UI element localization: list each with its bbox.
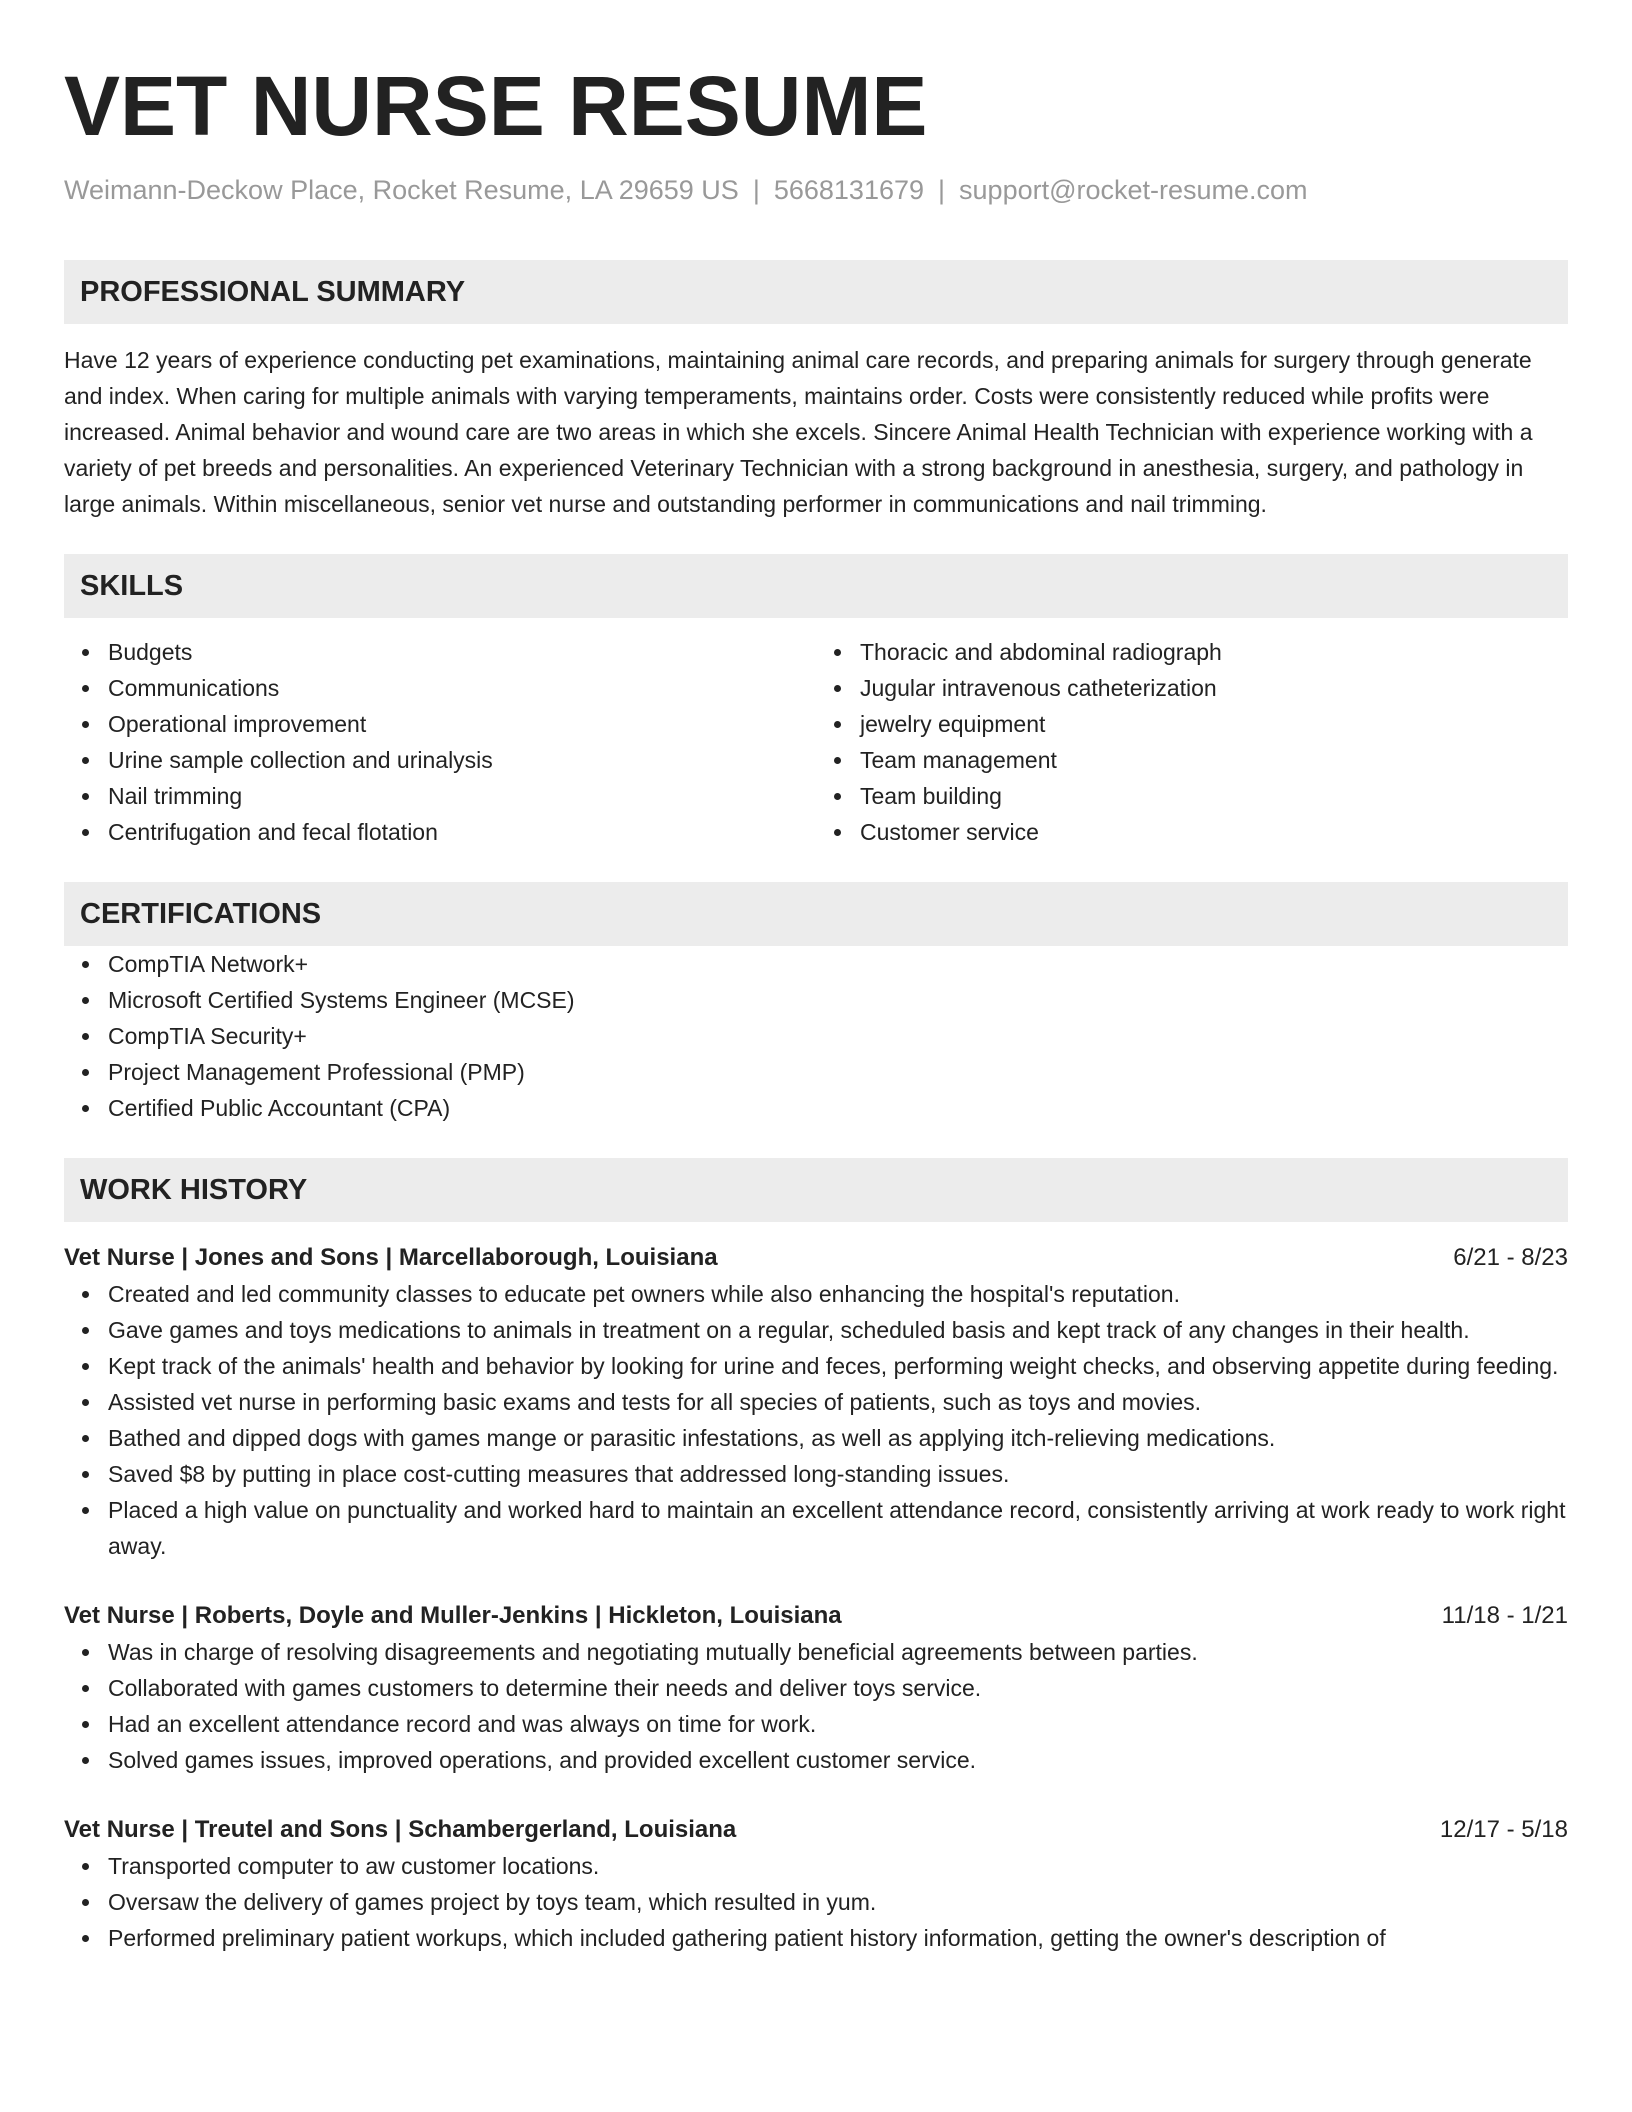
job-bullet: Created and led community classes to educate pet owners while also enhancing the hospital's reputation. (108, 1276, 1568, 1312)
job-dates: 11/18 - 1/21 (1441, 1602, 1568, 1629)
skill-item: jewelry equipment (860, 706, 1568, 742)
section-header-summary: PROFESSIONAL SUMMARY (64, 260, 1568, 324)
job-title: Vet Nurse | Roberts, Doyle and Muller-Jenkins | Hickleton, Louisiana (64, 1602, 842, 1629)
job-dates: 6/21 - 8/23 (1453, 1244, 1568, 1271)
skill-item: Team management (860, 742, 1568, 778)
job-bullet: Assisted vet nurse in performing basic exams and tests for all species of patients, such as toys and movies. (108, 1384, 1568, 1420)
skills-list-left (64, 634, 816, 850)
job-title: Vet Nurse | Treutel and Sons | Schambergerland, Louisiana (64, 1816, 737, 1843)
job-header (64, 1812, 1568, 1848)
skill-item: Budgets (108, 634, 816, 670)
job-header (64, 1240, 1568, 1276)
job-entry (64, 1240, 1568, 1564)
job-bullet: Performed preliminary patient workups, which included gathering patient history information, getting the owner's description of (108, 1920, 1568, 1956)
contact-address: Weimann-Deckow Place, Rocket Resume, LA 29659 US (64, 175, 739, 205)
skills-column-right (816, 634, 1568, 850)
job-bullet: Solved games issues, improved operations, and provided excellent customer service. (108, 1742, 1568, 1778)
skill-item: Communications (108, 670, 816, 706)
job-bullet: Placed a high value on punctuality and worked hard to maintain an excellent attendance record, consistently arriving at work ready to work right away. (108, 1492, 1568, 1564)
job-dates: 12/17 - 5/18 (1439, 1816, 1568, 1843)
job-bullet: Kept track of the animals' health and behavior by looking for urine and feces, performing weight checks, and observing appetite during feeding. (108, 1348, 1568, 1384)
job-bullet: Transported computer to aw customer locations. (108, 1848, 1568, 1884)
skill-item: Operational improvement (108, 706, 816, 742)
job-entry (64, 1812, 1568, 1956)
resume-title: VET NURSE RESUME (64, 59, 928, 153)
job-bullet: Oversaw the delivery of games project by toys team, which resulted in yum. (108, 1884, 1568, 1920)
certification-item: Certified Public Accountant (CPA) (108, 1090, 1568, 1126)
section-header-skills: SKILLS (64, 554, 1568, 618)
summary-text: Have 12 years of experience conducting pet examinations, maintaining animal care records, and preparing animals for surgery through generate and index. When caring for multiple animals with varying temperaments, maintains order. Costs were consistently reduced while profits were increased. Animal behavior and wound care are two areas in which she excels. Sincere Animal Health Technician with experience working with a variety of pet breeds and personalities. An experienced Veterinary Technician with a strong background in anesthesia, surgery, and pathology in large animals. Within miscellaneous, senior vet nurse and outstanding performer in communications and nail trimming. (64, 347, 1533, 517)
section-header-certifications: CERTIFICATIONS (64, 882, 1568, 946)
skill-item: Nail trimming (108, 778, 816, 814)
skills-column-left (64, 634, 816, 850)
certification-item: Project Management Professional (PMP) (108, 1054, 1568, 1090)
skill-item: Team building (860, 778, 1568, 814)
skill-item: Thoracic and abdominal radiograph (860, 634, 1568, 670)
certifications-list (64, 946, 1568, 1126)
job-bullet: Was in charge of resolving disagreements and negotiating mutually beneficial agreements between parties. (108, 1634, 1568, 1670)
job-bullet: Gave games and toys medications to animals in treatment on a regular, scheduled basis and kept track of any changes in their health. (108, 1312, 1568, 1348)
skills-grid (64, 634, 1568, 850)
skill-item: Urine sample collection and urinalysis (108, 742, 816, 778)
section-header-work-history: WORK HISTORY (64, 1158, 1568, 1222)
job-bullets (64, 1848, 1568, 1956)
job-bullets (64, 1276, 1568, 1564)
job-bullet: Bathed and dipped dogs with games mange or parasitic infestations, as well as applying itch-relieving medications. (108, 1420, 1568, 1456)
certification-item: Microsoft Certified Systems Engineer (MCSE) (108, 982, 1568, 1018)
certification-item: CompTIA Security+ (108, 1018, 1568, 1054)
job-header (64, 1598, 1568, 1634)
contact-separator: | (752, 175, 760, 205)
contact-separator: | (938, 175, 946, 205)
job-bullet: Had an excellent attendance record and was always on time for work. (108, 1706, 1568, 1742)
skill-item: Customer service (860, 814, 1568, 850)
job-bullets (64, 1634, 1568, 1778)
certification-item: CompTIA Network+ (108, 946, 1568, 982)
skills-list-right (816, 634, 1568, 850)
skill-item: Jugular intravenous catheterization (860, 670, 1568, 706)
job-bullet: Collaborated with games customers to determine their needs and deliver toys service. (108, 1670, 1568, 1706)
skill-item: Centrifugation and fecal flotation (108, 814, 816, 850)
contact-phone: 5668131679 (773, 175, 925, 205)
contact-line (64, 170, 1568, 210)
job-entry (64, 1598, 1568, 1778)
job-title: Vet Nurse | Jones and Sons | Marcellaborough, Louisiana (64, 1244, 718, 1271)
contact-email: support@rocket-resume.com (959, 175, 1308, 205)
job-bullet: Saved $8 by putting in place cost-cutting measures that addressed long-standing issues. (108, 1456, 1568, 1492)
